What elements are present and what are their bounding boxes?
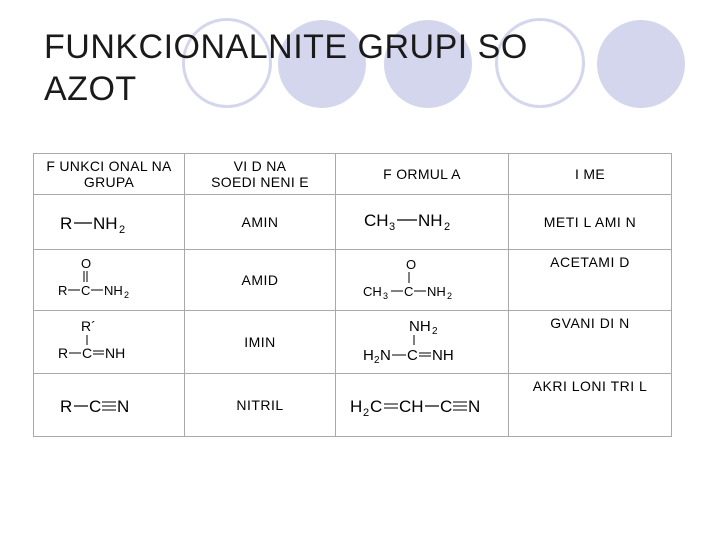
header-group-line-1: F UNKCI ONAL NA [46, 158, 172, 174]
group-structure-imine [34, 311, 185, 374]
atom-ch: CH [363, 284, 382, 299]
formula-amine [336, 195, 509, 250]
atom-h: H [350, 397, 363, 416]
guanidine-formula [336, 314, 508, 370]
subscript: 3 [383, 291, 389, 301]
atom-nh: NH [104, 283, 123, 298]
compound-name-methylamine: METI L AMI N [509, 195, 672, 250]
subscript: 2 [124, 290, 130, 300]
methylamine-formula [336, 202, 508, 242]
page-title [44, 26, 604, 110]
amine-group-diagram [36, 202, 184, 242]
compound-type-imin: IMIN [185, 311, 336, 374]
atom-o: O [406, 257, 417, 272]
nitrile-group-diagram [36, 385, 184, 425]
atom-nh: NH [418, 211, 443, 230]
decor-circle-3 [597, 20, 685, 108]
group-structure-amine [34, 195, 185, 250]
compound-type-nitril: NITRIL [185, 374, 336, 437]
atom-r: R [58, 345, 69, 361]
atom-nh: NH [432, 347, 454, 364]
atom-h: H [363, 347, 374, 364]
formula-amide [336, 250, 509, 311]
title-line-2: AZOT [44, 70, 137, 108]
acetamide-formula [336, 253, 508, 307]
compound-name-acetamide: ACETAMI D [509, 250, 672, 311]
atom-nh: NH [105, 345, 126, 361]
atom-nh-top: NH [409, 318, 431, 335]
subscript: 2 [444, 221, 451, 233]
subscript: 2 [363, 407, 370, 419]
atom-r: R [60, 397, 73, 416]
group-structure-amide [34, 250, 185, 311]
formula-imine [336, 311, 509, 374]
subscript: 2 [447, 291, 453, 301]
table-row [34, 374, 672, 437]
header-formula: F ORMUL A [336, 154, 509, 195]
acrylonitrile-formula [336, 385, 508, 425]
header-group [34, 154, 185, 195]
atom-r: R [58, 283, 68, 298]
subscript: 3 [389, 221, 396, 233]
group-structure-nitrile [34, 374, 185, 437]
table-header-row [34, 154, 672, 195]
header-type-line-2: SOEDI NENI E [211, 174, 309, 190]
atom-c: C [440, 397, 453, 416]
table-row [34, 195, 672, 250]
compound-name-guanidine: GVANI DI N [509, 311, 672, 374]
atom-n: N [117, 397, 130, 416]
compound-type-amin: AMIN [185, 195, 336, 250]
header-type [185, 154, 336, 195]
compound-type-amid: AMID [185, 250, 336, 311]
atom-c: C [407, 347, 418, 364]
amide-group-diagram [36, 253, 184, 307]
subscript: 2 [119, 224, 126, 236]
imine-group-diagram [36, 314, 184, 370]
subscript: 2 [432, 326, 438, 337]
functional-groups-table [33, 153, 672, 437]
atom-o: O [81, 256, 92, 271]
atom-r: R [60, 214, 73, 233]
atom-c: C [370, 397, 383, 416]
atom-n: N [468, 397, 481, 416]
atom-nh: NH [427, 284, 446, 299]
atom-c: C [82, 345, 93, 361]
subscript: 2 [374, 355, 380, 366]
compound-name-acrylonitrile: AKRI LONI TRI L [509, 374, 672, 437]
header-group-line-2: GRUPA [83, 174, 135, 190]
table-row [34, 311, 672, 374]
title-line-1: FUNKCIONALNITE GRUPI SO [44, 28, 528, 66]
atom-r-prime: R´ [81, 318, 96, 334]
header-type-line-1: VI D NA [233, 158, 287, 174]
atom-c: C [81, 283, 91, 298]
atom-c: C [404, 284, 414, 299]
formula-nitrile [336, 374, 509, 437]
atom-nh: NH [93, 214, 118, 233]
table-row [34, 250, 672, 311]
header-name: I ME [509, 154, 672, 195]
atom-c: C [89, 397, 102, 416]
atom-ch: CH [399, 397, 424, 416]
atom-ch: CH [364, 211, 389, 230]
atom-n: N [380, 347, 391, 364]
